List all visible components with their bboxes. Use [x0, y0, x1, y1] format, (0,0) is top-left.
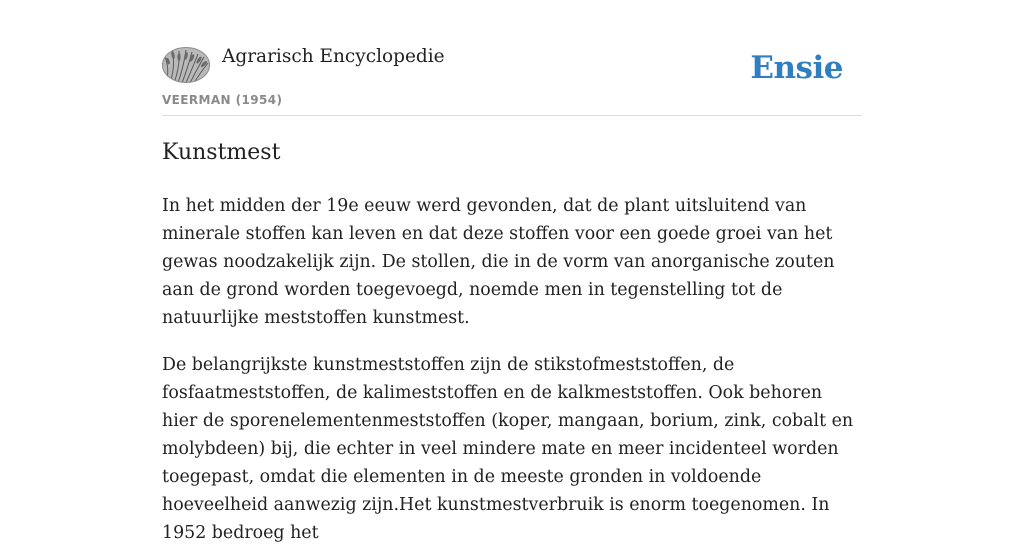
article-title: Kunstmest — [162, 140, 281, 165]
book-title[interactable]: Agrarisch Encyclopedie — [222, 46, 445, 67]
header — [162, 0, 862, 116]
article-paragraph: In het midden der 19e eeuw werd gevonden, dat de plant uitsluitend van minerale stoffen kan leven en dat deze stoffen voor een goede groei van het gewas noodzakelijk zijn. De stollen, die in de vorm van anorganische zouten aan de grond worden toegevoegd, noemde men in tegenstelling tot de natuurlijke meststoffen kunstmest. — [162, 196, 835, 328]
page — [162, 0, 862, 543]
brand-logo[interactable]: Ensie — [750, 50, 843, 86]
article-paragraph: De belangrijkste kunstmeststoffen zijn de stikstofmeststoffen, de fosfaatmeststoffen, de kalimeststoffen en de kalkmeststoffen. Ook behoren hier de sporenelementenmeststoffen (koper, mangaan, borium, zink, cobalt en molybdeen) bij, die echter in veel mindere mate en meer incidenteel worden toegepast, omdat die elementen in de meeste gronden in voldoende hoeveelheid aanwezig zijn.Het kunstmestverbruik is enorm toegenomen. In 1952 bedroeg het — [162, 355, 854, 543]
wheat-engraving-icon[interactable] — [162, 47, 210, 83]
author-label: VEERMAN (1954) — [162, 93, 283, 107]
